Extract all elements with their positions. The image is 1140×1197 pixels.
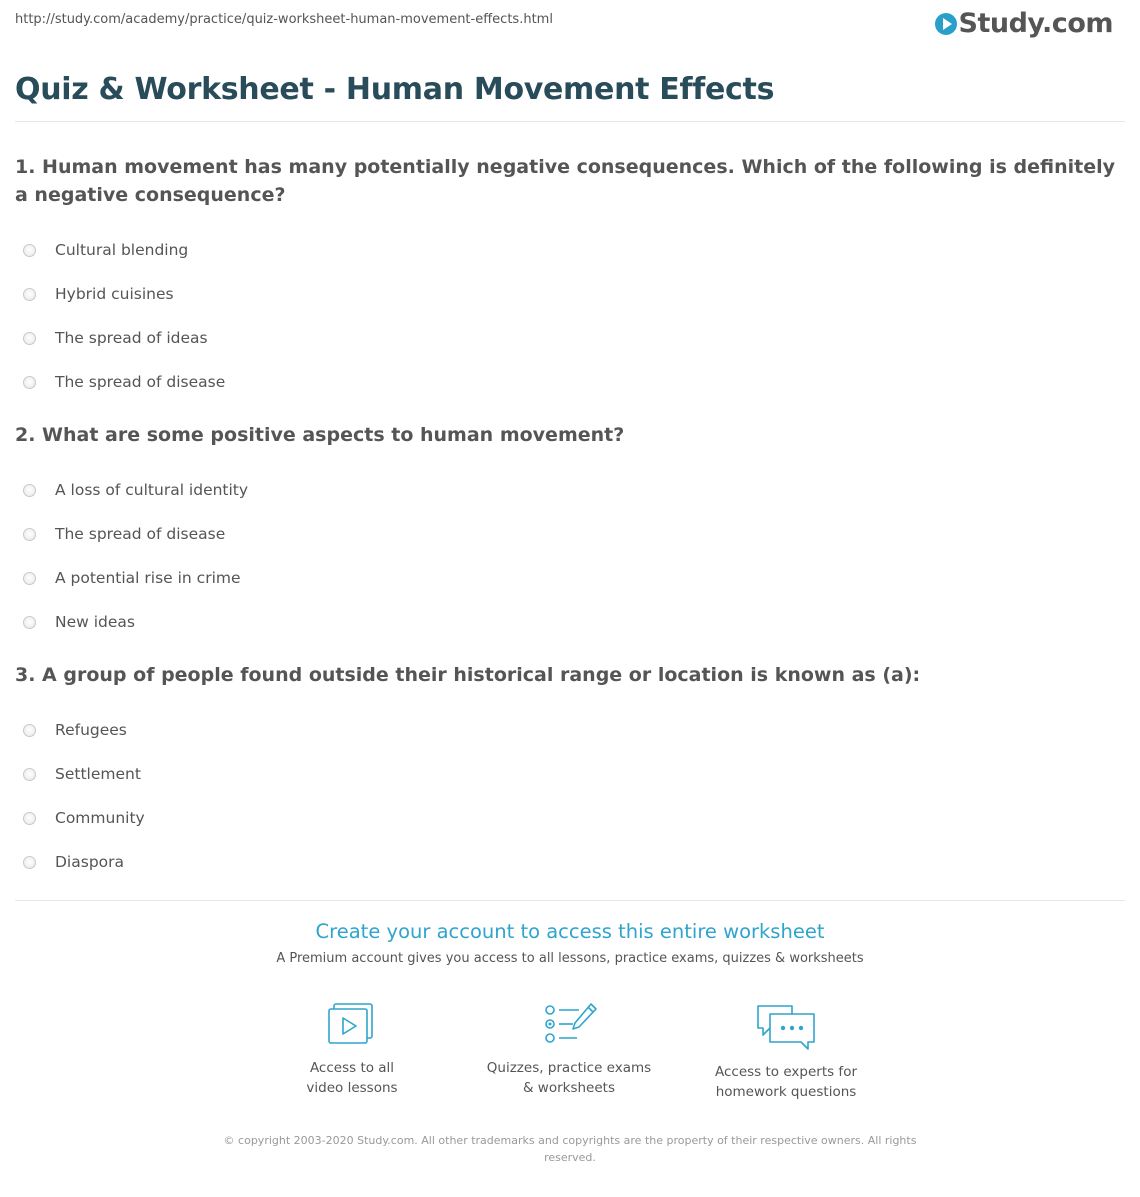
radio-button[interactable] [23, 768, 36, 781]
cta-subtitle: A Premium account gives you access to all lessons, practice exams, quizzes & worksheets [276, 951, 864, 966]
option-label: The spread of disease [55, 525, 226, 543]
copyright-text: © copyright 2003-2020 Study.com. All other trademarks and copyrights are the property of their respective owners. All rights reserved. [223, 1134, 917, 1164]
answer-options [15, 708, 1125, 884]
answer-option[interactable] [15, 840, 1125, 884]
radio-button[interactable] [23, 856, 36, 869]
feature-label-line: Access to experts for [714, 1064, 857, 1080]
answer-option[interactable] [15, 600, 1125, 644]
option-label: A potential rise in crime [55, 569, 241, 587]
answer-option[interactable] [15, 272, 1125, 316]
answer-option[interactable] [15, 752, 1125, 796]
cta-title-link[interactable]: Create your account to access this entire worksheet [315, 920, 825, 943]
copyright-footer [0, 1132, 1140, 1166]
option-label: Community [55, 809, 145, 827]
feature-video-lessons [257, 1000, 447, 1098]
option-label: Hybrid cuisines [55, 285, 174, 303]
radio-button[interactable] [23, 616, 36, 629]
question-2 [15, 421, 1125, 644]
video-lesson-icon [324, 1000, 380, 1048]
play-logo-icon [935, 13, 957, 35]
option-label: Diaspora [55, 853, 125, 871]
answer-option[interactable] [15, 512, 1125, 556]
feature-label-line: Quizzes, practice exams [486, 1060, 652, 1076]
option-label: Cultural blending [55, 241, 189, 259]
question-text: 2. What are some positive aspects to human movement? [15, 424, 625, 446]
radio-button[interactable] [23, 244, 36, 257]
feature-label [474, 1058, 664, 1098]
radio-button[interactable] [23, 724, 36, 737]
feature-label-line: & worksheets [522, 1080, 615, 1096]
signup-cta [0, 920, 1140, 966]
page-header [15, 0, 1125, 50]
chat-bubbles-icon [754, 1000, 818, 1052]
header-divider [15, 121, 1125, 122]
question-3 [15, 661, 1125, 884]
page-url: http://study.com/academy/practice/quiz-worksheet-human-movement-effects.html [15, 12, 553, 27]
quiz-checklist-icon [539, 1000, 599, 1048]
cta-divider [15, 900, 1125, 901]
answer-option[interactable] [15, 468, 1125, 512]
answer-options [15, 228, 1125, 404]
answer-option[interactable] [15, 316, 1125, 360]
option-label: New ideas [55, 613, 135, 631]
feature-experts [691, 1000, 881, 1102]
radio-button[interactable] [23, 332, 36, 345]
answer-option[interactable] [15, 228, 1125, 272]
answer-option[interactable] [15, 556, 1125, 600]
option-label: Settlement [55, 765, 141, 783]
option-label: Refugees [55, 721, 127, 739]
radio-button[interactable] [23, 376, 36, 389]
study-logo[interactable] [935, 8, 1113, 39]
page-title: Quiz & Worksheet - Human Movement Effects [15, 72, 775, 107]
radio-button[interactable] [23, 572, 36, 585]
feature-label-line: Access to all [309, 1060, 395, 1076]
feature-label-line: video lessons [306, 1080, 398, 1096]
feature-quizzes [474, 1000, 664, 1098]
answer-option[interactable] [15, 360, 1125, 404]
radio-button[interactable] [23, 288, 36, 301]
question-text: 3. A group of people found outside their historical range or location is known as (a): [15, 664, 921, 686]
question-text: 1. Human movement has many potentially negative consequences. Which of the following is definitely a negative consequence? [15, 156, 1116, 206]
radio-button[interactable] [23, 528, 36, 541]
answer-option[interactable] [15, 708, 1125, 752]
question-1 [15, 153, 1125, 404]
answer-options [15, 468, 1125, 644]
option-label: A loss of cultural identity [55, 481, 249, 499]
radio-button[interactable] [23, 484, 36, 497]
feature-label [257, 1058, 447, 1098]
option-label: The spread of ideas [55, 329, 208, 347]
feature-label-line: homework questions [715, 1084, 857, 1100]
answer-option[interactable] [15, 796, 1125, 840]
logo-text: Study.com [958, 8, 1113, 39]
feature-label [691, 1062, 881, 1102]
option-label: The spread of disease [55, 373, 226, 391]
radio-button[interactable] [23, 812, 36, 825]
premium-features [0, 1000, 1140, 1110]
